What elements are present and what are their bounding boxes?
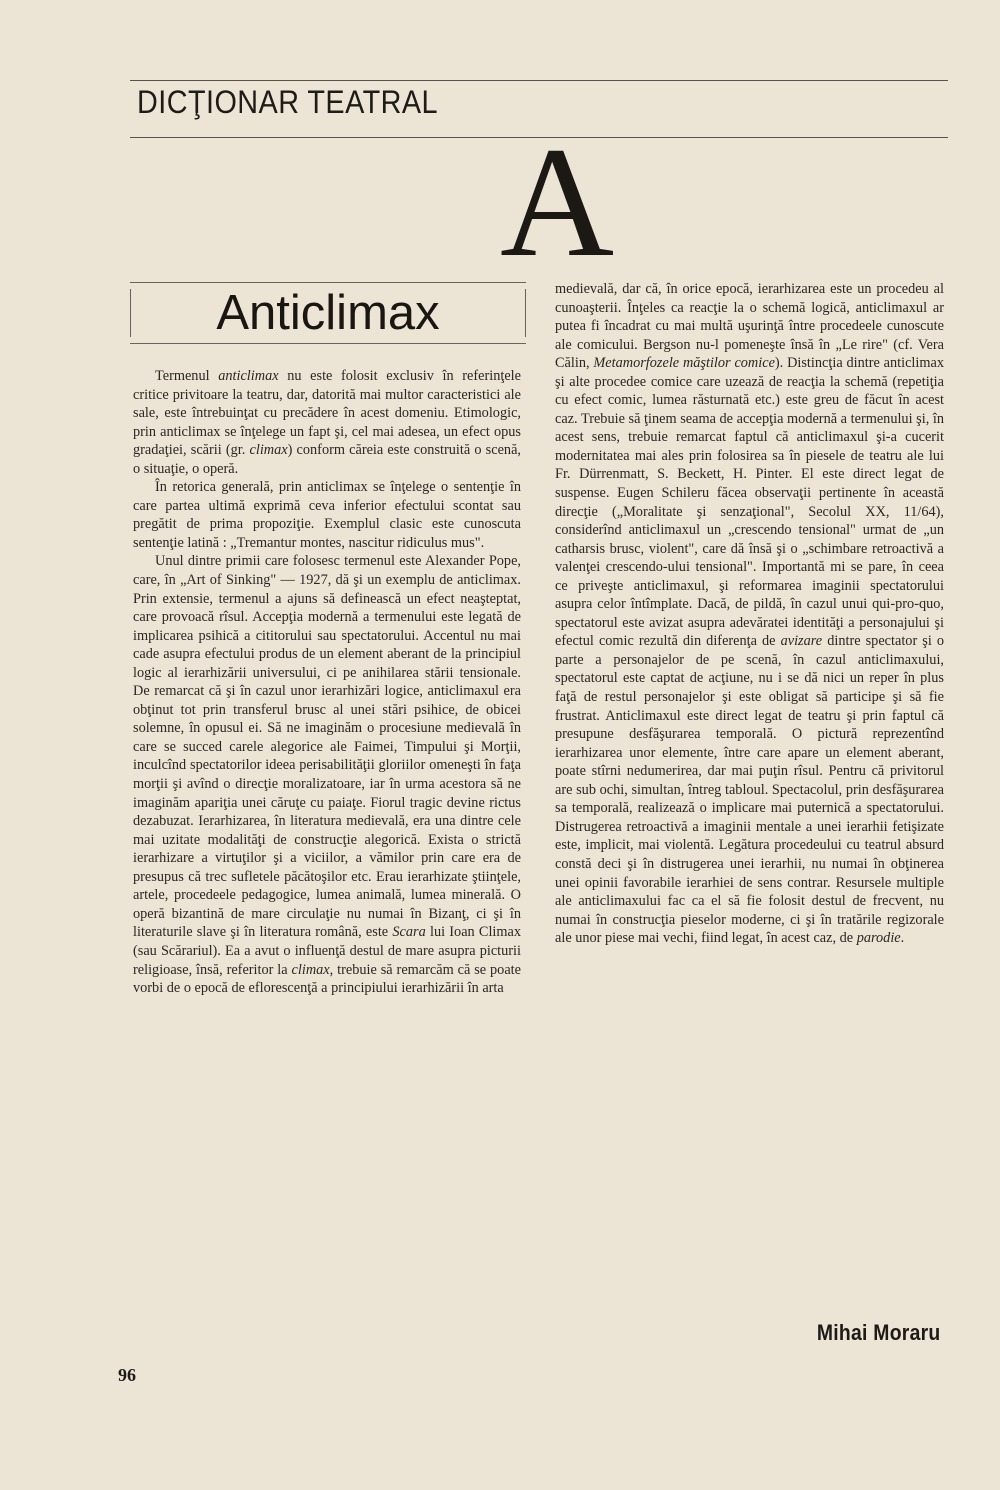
italic-term: anticlimax: [218, 368, 279, 384]
paragraph-text: lui Ioan Climax (sau Scărariul). Ea a avut o influenţă destul de mare asupra picturii religioase, însă, referitor la: [133, 924, 521, 978]
italic-term: climax: [291, 961, 330, 978]
paragraph-text: ) conform căreia este construită o scenă, o situaţie, o operă.: [133, 442, 521, 477]
paragraph-text: nu este folosit exclusiv în referinţele critice privitoare la teatru, dar, datorită mai multor caracteristici ale sale, este întrebuinţat cu precădere în acest domeniu. Etimologic, prin anticlimax se înţelege un fapt şi, cel mai adesea, un efect opus gradaţiei, scării (gr.: [133, 368, 521, 459]
paragraph-text: dintre spectator şi o parte a personajelor de pe scenă, în cazul anticlimaxului, spectatorul este captat de acţiune, nu i se dă nici un reper în plus faţă de restul personajelor şi este obligat să participe şi să fie frustrat. Anticlimaxul este direct legat de teatru şi prin faptul că presupune desfăşurarea temporală. O pictură reprezentînd ierarhizarea unor elemente, între care apare un element aberant, poate stîrni nedumerirea, dar mai puţin rîsul. Pentru că privitorul are sub ochi, simultan, întreg tabloul. Spectacolul, prin desfăşurarea sa temporală, realizează o implicare mai puternică a spectatorului. Distrugerea retroactivă a imaginii mentale a unei ierarhii fetişizate este, implicit, mai violentă. Legătura procedeului cu teatrul absurd constă deci şi în distrugerea unei ierarhii, nu numai în obţinerea unei opinii favorabile ierarhiei de sens contrar. Resursele multiple ale anticlimaxului fac ca el să fie folosit destul de frecvent, nu numai în construcţia pieselor moderne, ci şi în tratările regizorale ale unor piese mai vechi, fiind legat, în acest caz, de: [555, 633, 944, 947]
left-column: [133, 367, 521, 998]
italic-term: parodie: [856, 930, 901, 947]
paragraph-text: Termenul: [155, 368, 219, 384]
italic-term: Metamorfozele măştilor comice: [593, 355, 775, 372]
author-signature: Mihai Moraru: [816, 1320, 940, 1345]
section-header: DICŢIONAR TEATRAL: [137, 84, 439, 120]
paragraph-text: Unul dintre primii care folosesc termenul este Alexander Pope, care, în „Art of Sinking" — 1927, dă şi un exemplu de anticlimax. Prin extensie, termenul a ajuns să definească un efect neaşteptat, care provoacă rîsul. Accepţia modernă a termenului este legată de implicarea psihică a cititorului sau spectatorului. Accentul nu mai cade asupra efectului produs de un element aberant de la principiul logic al ierarhizării universului, ci pe anihilarea stării tensionale. De remarcat că şi în cazul unor ierarhizări logice, anticlimaxul era obţinut tot prin transferul brusc al unei stări psihice, de obicei solemne, în opusul ei. Să ne imaginăm o procesiune medievală în care se succed carele alegorice ale Faimei, Timpului şi Morţii, inculcînd spectatorilor ideea perisabilităţii gloriilor omeneşti în faţa morţii şi avînd o direcţie moralizatoare, iar în urma acestora să ne imaginăm apariţia unei căruţe cu paiaţe. Fiorul tragic devine rictus dezabuzat. Ierarhizarea, în literatura medievală, era una dintre cele mai uzitate modalităţi de construcţie alegorică. Exista o strictă ierarhizare a virtuţilor şi a viciilor, a vămilor prin care era de presupus că trec sufletele păcătoşilor etc. Erau ierarhizate ştiinţele, artele, procedeele pedagogice, lumea animală, lumea minerală. O operă bizantină de mare circulaţie nu numai în Bizanţ, ci şi în literaturile slave şi în literatura română, este: [133, 553, 521, 941]
right-column: [555, 280, 944, 948]
top-rule: [130, 80, 948, 81]
paragraph: [133, 367, 521, 478]
italic-term: climax: [249, 442, 288, 459]
paragraph: [133, 552, 521, 997]
paragraph-text: În retorica generală, prin anticlimax se înţelege o sentenţie în care partea ultimă exprimă ceva inferior efectului scontat sau pregătit de prima propoziţie. Exemplul clasic este cunoscuta sentenţie latină : „Tremantur montes, nascitur ridiculus mus".: [133, 479, 521, 551]
italic-term: Scara: [392, 924, 426, 941]
paragraph: [133, 478, 521, 552]
paragraph-text: ). Distincţia dintre anticlimax şi alte procedee comice care uzează de reacţia la schemă (repetiţia cu efect comic, lumea răsturnată etc.) este greu de făcut în acest caz. Trebuie să ţinem seama de accepţia modernă a termenului şi, în acest sens, trebuie remarcat faptul că anticlimaxul şi-a cucerit modernitatea mai ales prin folosirea sa în piesele de teatru ale lui Fr. Dürrenmatt, S. Beckett, H. Pinter. El este direct legat de suspense. Eugen Schileru făcea observaţii pertinente în această direcţie („Moralitate şi senzaţional", Secolul XX, 11/64), considerînd anticlimaxul un „crescendo tensional" urmat de „un catharsis brusc, violent", care dă însă şi o „schimbare retroactivă a valenţei crescendo-ului tensional". Importantă mi se pare, în ceea ce priveşte anticlimaxul, şi reformarea imaginii spectatorului asupra celor întîmplate. Dacă, de pildă, în cazul unui qui-pro-quo, spectatorul este avizat asupra adevăratei identităţi a personajului şi efectul comic rezultă din diferenţa de: [555, 355, 944, 650]
paragraph-text: , trebuie să remarcăm că se poate vorbi de o epocă de eflorescenţă a principiului ierarhizării în arta: [133, 961, 521, 997]
page-number: 96: [118, 1365, 136, 1385]
entry-title: Anticlimax: [216, 286, 440, 340]
entry-title-box: [130, 282, 526, 344]
paragraph: [555, 280, 944, 948]
italic-term: avizare: [780, 633, 823, 650]
paragraph-text: medievală, dar că, în orice epocă, ierarhizarea este un procedeu al cunoaşterii. Înţeles ca reacţie la o schemă logică, anticlimaxul ar putea fi încadrat cu mai multă uşurinţă între procedeele cunoscute ale comicului. Bergson nu-l pomeneşte însă în „Le rire" (cf. Vera Călin,: [555, 281, 944, 372]
section-letter: A: [500, 115, 615, 290]
paragraph-text: .: [900, 930, 905, 947]
